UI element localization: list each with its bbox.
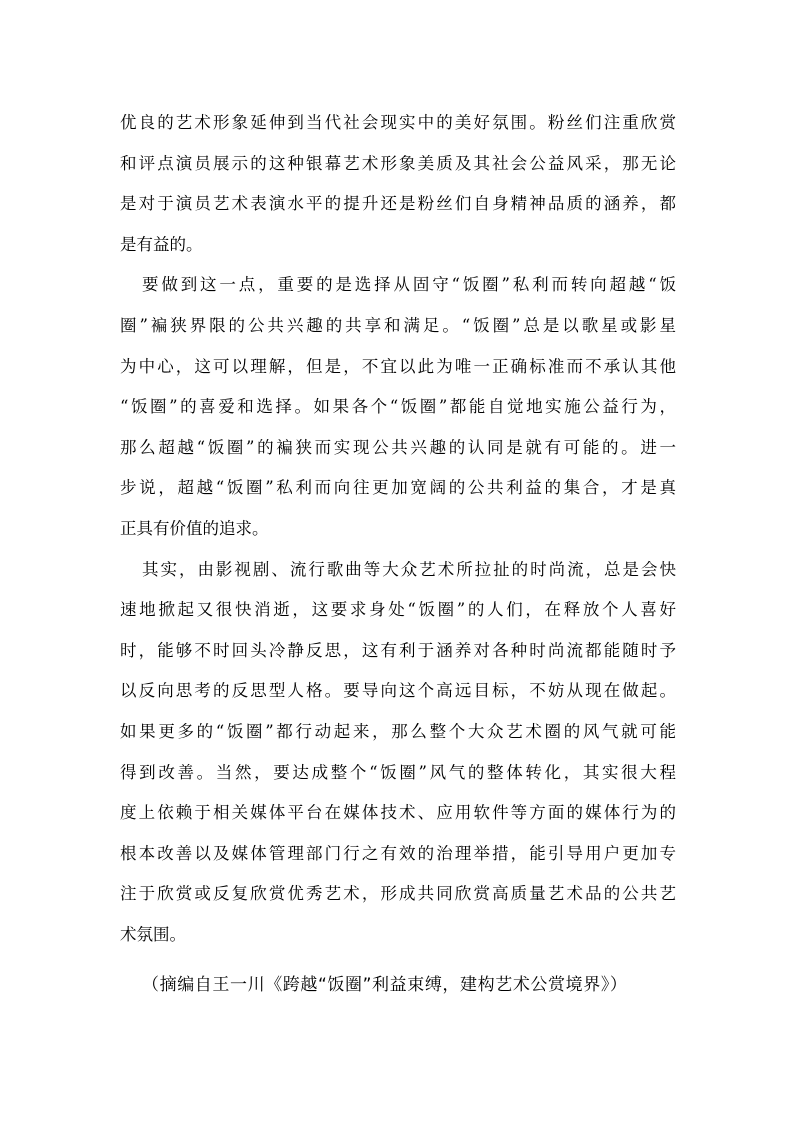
text-line: 以反向思考的反思型人格。要导向这个高远目标，不妨从现在做起。	[120, 681, 676, 701]
source-citation: （摘编自王一川《跨越“饭圈”利益束缚，建构艺术公赏境界》）	[142, 975, 628, 995]
text-line: 根本改善以及媒体管理部门行之有效的治理举措，能引导用户更加专	[120, 843, 676, 863]
paragraph-3	[120, 550, 676, 956]
text-line: 圈”褊狭界限的公共兴趣的共享和满足。“饭圈”总是以歌星或影星	[120, 315, 676, 335]
paragraph-1	[120, 103, 676, 265]
article-body	[120, 103, 676, 955]
text-line: 得到改善。当然，要达成整个“饭圈”风气的整体转化，其实很大程	[120, 762, 676, 782]
text-line: 其实，由影视剧、流行歌曲等大众艺术所拉扯的时尚流，总是会快	[142, 559, 676, 579]
text-line: 是对于演员艺术表演水平的提升还是粉丝们自身精神品质的涵养，都	[120, 194, 676, 214]
text-line: 是有益的。	[120, 234, 203, 254]
text-line: 度上依赖于相关媒体平台在媒体技术、应用软件等方面的媒体行为的	[120, 803, 676, 823]
text-line: 步说，超越“饭圈”私利而向往更加宽阔的公共利益的集合，才是真	[120, 478, 676, 498]
text-line: 术氛围。	[120, 924, 186, 944]
text-line: 速地掀起又很快消逝，这要求身处“饭圈”的人们，在释放个人喜好	[120, 600, 676, 620]
text-line: 正具有价值的追求。	[120, 518, 269, 538]
text-line: 时，能够不时回头冷静反思，这有利于涵养对各种时尚流都能随时予	[120, 640, 676, 660]
text-line: “饭圈”的喜爱和选择。如果各个“饭圈”都能自觉地实施公益行为，	[120, 397, 676, 417]
text-line: 注于欣赏或反复欣赏优秀艺术，形成共同欣赏高质量艺术品的公共艺	[120, 884, 676, 904]
text-line: 优良的艺术形象延伸到当代社会现实中的美好氛围。粉丝们注重欣赏	[120, 113, 676, 132]
text-line: 要做到这一点，重要的是选择从固守“饭圈”私利而转向超越“饭	[142, 275, 676, 295]
paragraph-2	[120, 265, 676, 549]
text-line: 和评点演员展示的这种银幕艺术形象美质及其社会公益风采，那无论	[120, 153, 676, 173]
text-line: 为中心，这可以理解，但是，不宜以此为唯一正确标准而不承认其他	[120, 356, 676, 376]
text-line: 如果更多的“饭圈”都行动起来，那么整个大众艺术圈的风气就可能	[120, 721, 676, 741]
text-line: 那么超越“饭圈”的褊狭而实现公共兴趣的认同是就有可能的。进一	[120, 437, 676, 457]
